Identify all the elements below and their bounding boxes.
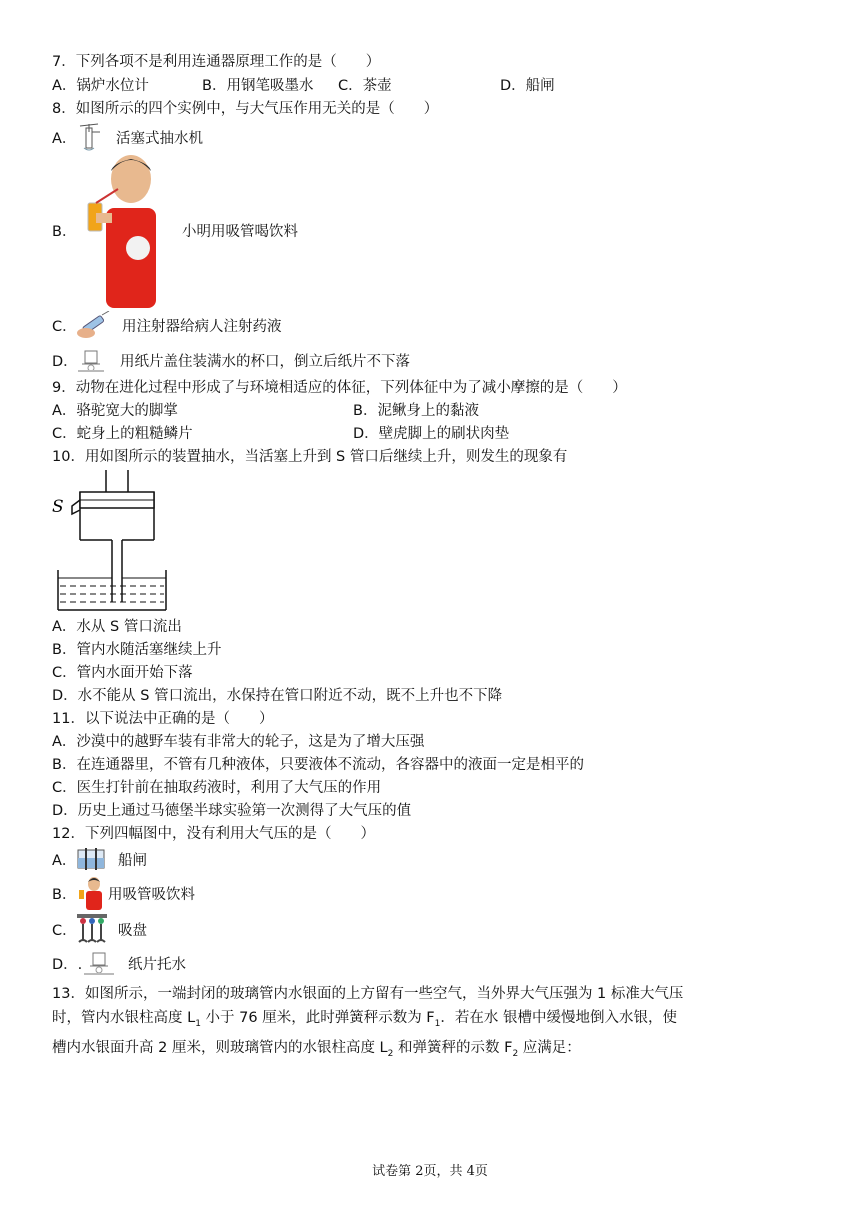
cup-paper-small-icon: [82, 949, 116, 977]
q12-option-d-text: 纸片托水: [128, 956, 186, 973]
q9-option-c: C．蛇身上的粗糙鳞片: [52, 426, 193, 442]
q11-option-b: B．在连通器里，不管有几种液体，只要液体不流动，各容器中的液面一定是相平的: [52, 757, 584, 773]
q7-stem: 7．下列各项不是利用连通器原理工作的是（ ）: [52, 54, 381, 70]
q8-option-b-text: 小明用吸管喝饮料: [182, 224, 298, 240]
q8-option-d-letter: D．: [52, 353, 78, 370]
l2-subscript: 2: [387, 1048, 394, 1059]
q11-stem: 11．以下说法中正确的是（ ）: [52, 711, 274, 727]
q7-option-c: C．茶壶: [338, 78, 392, 94]
q7-option-b: B．用钢笔吸墨水: [202, 78, 314, 94]
q10-option-d: D．水不能从 S 管口流出，水保持在管口附近不动，既不上升也不下降: [52, 688, 503, 704]
l1-subscript: 1: [195, 1018, 201, 1029]
q13-line-2-part-c: ．若在水 银槽中缓慢地倒入水银，使: [440, 1010, 677, 1026]
q13-line-3-part-b: 和弹簧秤的示数 F: [393, 1039, 513, 1056]
q7-option-d: D．船闸: [500, 78, 555, 94]
q12-option-a-letter: A．: [52, 852, 77, 869]
q13-line-3-part-c: 应满足：: [518, 1039, 581, 1056]
q8-stem: 8．如图所示的四个实例中，与大气压作用无关的是（ ）: [52, 101, 439, 117]
ship-lock-icon: [76, 846, 106, 872]
q13-line-2-part-b: 小于 76 厘米，此时弹簧秤示数为 F: [200, 1010, 435, 1026]
q8-option-c-letter: C．: [52, 318, 77, 335]
cup-paper-icon: [76, 347, 106, 373]
q13-text: [52, 982, 812, 1066]
q12-option-b-letter: B．: [52, 886, 77, 903]
q12-option-c-text: 吸盘: [118, 922, 147, 939]
boy-drinking-icon: [76, 153, 166, 308]
q13-line-3: [52, 1036, 812, 1066]
q12-option-a: [52, 845, 147, 873]
q10-option-c: C．管内水面开始下落: [52, 665, 193, 681]
f2-subscript: 2: [512, 1048, 519, 1059]
q13-line-1: 13．如图所示，一端封闭的玻璃管内水银面的上方留有一些空气，当外界大气压强为 1 标准大气压: [52, 986, 684, 1002]
q9-option-b: B．泥鳅身上的黏液: [353, 403, 479, 419]
q12-option-c: [52, 912, 147, 946]
q12-option-a-text: 船闸: [118, 852, 147, 869]
q12-stem: 12．下列四幅图中，没有利用大气压的是（ ）: [52, 826, 375, 842]
pump-apparatus-diagram: [50, 470, 170, 615]
boy-drinking-small-icon: [76, 876, 106, 910]
q8-option-d: [52, 345, 410, 375]
q9-option-d: D．壁虎脚上的刷状肉垫: [353, 426, 510, 442]
q10-option-b: B．管内水随活塞继续上升: [52, 642, 222, 658]
q11-option-c: C．医生打针前在抽取药液时，利用了大气压的作用: [52, 780, 382, 796]
q8-option-b: [52, 153, 298, 308]
q8-option-c-text: 用注射器给病人注射药液: [122, 318, 282, 335]
q11-option-d: D．历史上通过马德堡半球实验第一次测得了大气压的值: [52, 803, 412, 819]
q11-option-a: A．沙漠中的越野车装有非常大的轮子，这是为了增大压强: [52, 734, 425, 750]
q13-line-3-part-a: 槽内水银面升高 2 厘米，则玻璃管内的水银柱高度 L: [52, 1039, 388, 1056]
q8-option-c: [52, 310, 282, 340]
q12-option-b-text: 用吸管吸饮料: [108, 886, 195, 903]
q8-option-a-text: 活塞式抽水机: [116, 130, 203, 147]
q12-option-b: [52, 876, 195, 910]
syringe-icon: [76, 311, 112, 339]
q8-option-b-letter: B．: [52, 224, 77, 240]
pump-icon: [76, 122, 102, 152]
q13-line-2: [52, 1006, 812, 1036]
s-label: S: [52, 497, 64, 517]
page-footer: 试卷第 2页，共 4页: [372, 1164, 488, 1179]
q8-option-a: [52, 120, 203, 154]
q7-option-a: A．锅炉水位计: [52, 78, 149, 94]
q9-stem: 9．动物在进化过程中形成了与环境相适应的体征，下列体征中为了减小摩擦的是（ ）: [52, 380, 627, 396]
q10-stem: 10．用如图所示的装置抽水，当活塞上升到 S 管口后继续上升，则发生的现象有: [52, 449, 568, 465]
q10-option-a: A．水从 S 管口流出: [52, 619, 182, 635]
q9-option-a: A．骆驼宽大的脚掌: [52, 403, 178, 419]
q8-option-d-text: 用纸片盖住装满水的杯口，倒立后纸片不下落: [120, 353, 410, 370]
q12-option-c-letter: C．: [52, 922, 77, 939]
q12-option-d-letter: D．.: [52, 956, 83, 973]
suction-cup-icon: [76, 912, 108, 946]
f1-subscript: 1: [434, 1018, 441, 1029]
q12-option-d: [52, 948, 186, 978]
q13-line-2-part-a: 时，管内水银柱高度 L: [52, 1010, 196, 1026]
q8-option-a-letter: A．: [52, 130, 77, 147]
